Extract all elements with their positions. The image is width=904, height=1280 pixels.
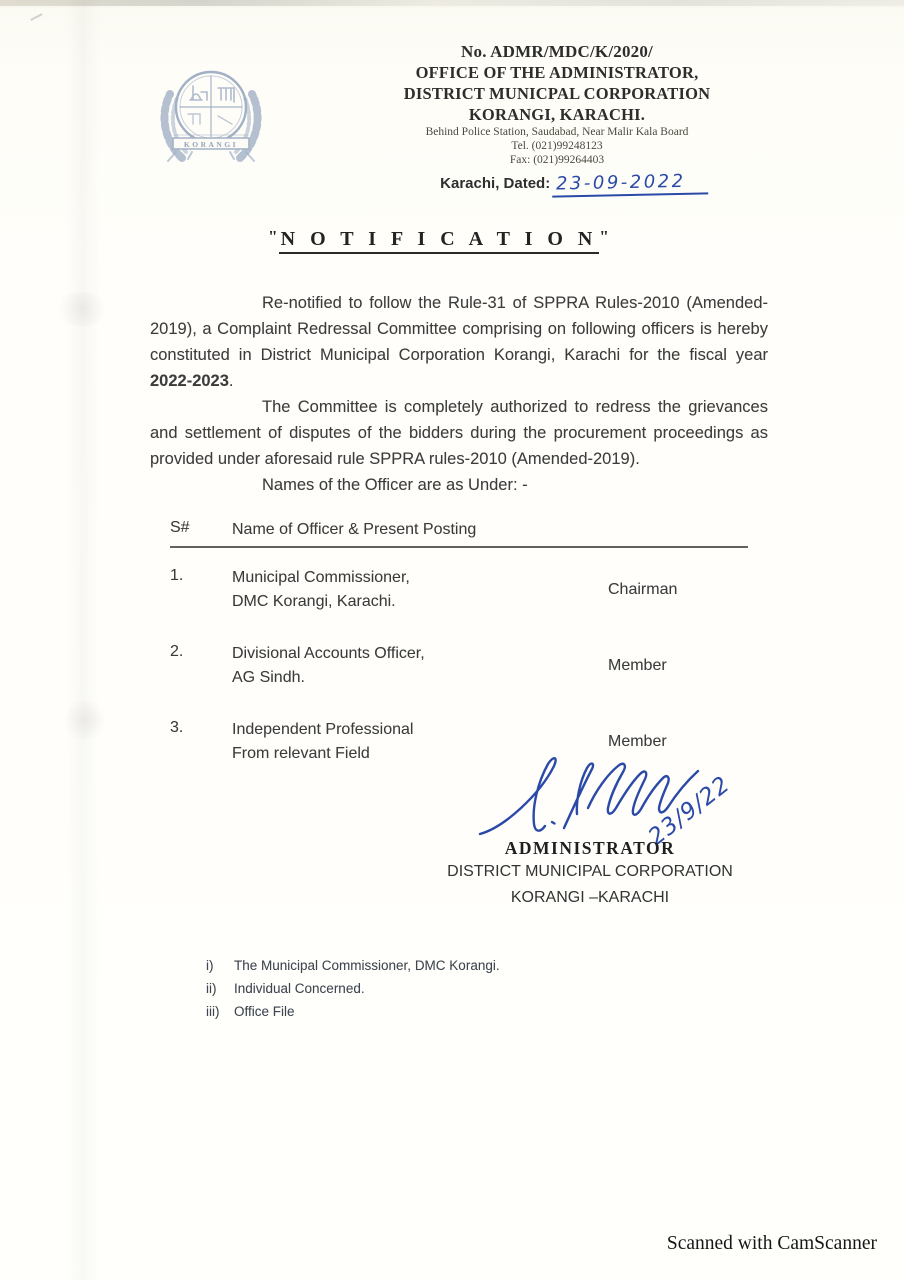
role-cell: Chairman bbox=[608, 581, 678, 598]
cc-item bbox=[206, 977, 500, 1000]
paragraph-text: Re-notified to follow the Rule-31 of SPPRA Rules-2010 (Amended-2019), a Complaint Redressal Committee comprising on following officers is hereby constituted in District Municipal Corporation Korangi, Karachi for the fiscal year bbox=[150, 294, 768, 364]
notification-paragraph-3: Names of the Officer are as Under: - bbox=[262, 476, 528, 494]
scan-smudge bbox=[60, 700, 110, 740]
role-cell: Member bbox=[608, 657, 667, 674]
table-row bbox=[170, 636, 748, 690]
letterhead bbox=[348, 42, 766, 196]
cc-item bbox=[206, 1000, 500, 1023]
officer-name-line: Independent Professional bbox=[232, 721, 414, 738]
cc-text: Individual Concerned. bbox=[234, 981, 365, 996]
name-cell bbox=[232, 566, 608, 614]
notification-body bbox=[150, 290, 768, 498]
paper-crease bbox=[66, 0, 100, 1280]
scan-edge-artifact bbox=[0, 0, 904, 6]
sno-header-cell: S# bbox=[170, 519, 190, 536]
officer-name-line: AG Sindh. bbox=[232, 669, 305, 686]
officers-table bbox=[170, 518, 748, 766]
officer-name-line: DMC Korangi, Karachi. bbox=[232, 593, 396, 610]
officer-name-line: Municipal Commissioner, bbox=[232, 569, 410, 586]
dated-label: Karachi, Dated: bbox=[440, 175, 551, 192]
cc-numeral: ii) bbox=[206, 981, 217, 996]
office-name-line: OFFICE OF THE ADMINISTRATOR, bbox=[415, 63, 699, 82]
dated-line bbox=[382, 172, 766, 196]
signatory-org-line: DISTRICT MUNICIPAL CORPORATION bbox=[447, 863, 733, 880]
cc-item bbox=[206, 954, 500, 977]
sno-cell: 1. bbox=[170, 567, 184, 584]
notification-title-text: N O T I F I C A T I O N bbox=[279, 228, 600, 254]
scanner-credit: Scanned with CamScanner bbox=[666, 1233, 877, 1254]
close-quote: " bbox=[599, 227, 610, 246]
korangi-emblem-icon bbox=[146, 52, 276, 182]
table-header-row bbox=[170, 518, 748, 548]
officer-name-line: Divisional Accounts Officer, bbox=[232, 645, 425, 662]
open-quote: " bbox=[268, 227, 279, 246]
notification-paragraph-1 bbox=[150, 290, 768, 394]
cc-text: The Municipal Commissioner, DMC Korangi. bbox=[234, 958, 500, 973]
signature-block bbox=[420, 742, 760, 911]
cc-list bbox=[206, 954, 500, 1023]
telephone-line: Tel. (021)99248123 bbox=[511, 140, 603, 152]
emblem-banner-text: KORANGI bbox=[183, 140, 239, 149]
fiscal-year-bold: 2022-2023 bbox=[150, 372, 229, 390]
sno-cell: 2. bbox=[170, 643, 184, 660]
reference-number: No. ADMR/MDC/K/2020/ bbox=[461, 42, 653, 61]
scan-speck bbox=[30, 13, 42, 21]
scan-smudge bbox=[52, 292, 112, 326]
signature-date: 23/9/22 bbox=[643, 771, 736, 851]
handwritten-date-underline bbox=[552, 170, 708, 197]
paragraph-text: . bbox=[228, 372, 234, 390]
cc-numeral: iii) bbox=[206, 1004, 220, 1019]
signatory-title: ADMINISTRATOR bbox=[504, 838, 676, 858]
office-name-line: DISTRICT MUNICPAL CORPORATION bbox=[403, 84, 711, 103]
cc-text: Office File bbox=[234, 1004, 295, 1019]
sno-cell: 3. bbox=[170, 719, 184, 736]
table-row bbox=[170, 560, 748, 614]
notification-paragraph-2: The Committee is completely authorized to redress the grievances and settlement of disputes of the bidders during the procurement proceedings as provided under aforesaid rule SPPRA rules-2010 (Amended-2019). bbox=[150, 398, 768, 468]
officer-name-line: From relevant Field bbox=[232, 745, 370, 762]
signatory-org-line: KORANGI –KARACHI bbox=[510, 889, 670, 906]
name-cell bbox=[232, 642, 608, 690]
cc-numeral: i) bbox=[206, 958, 214, 973]
office-name-line: KORANGI, KARACHI. bbox=[468, 105, 646, 124]
name-header-cell: Name of Officer & Present Posting bbox=[232, 521, 477, 538]
notification-title bbox=[150, 227, 728, 254]
office-address: Behind Police Station, Saudabad, Near Malir Kala Board bbox=[425, 126, 689, 138]
handwritten-date: 23-09-2022 bbox=[555, 170, 687, 195]
role-cell: Member bbox=[608, 733, 667, 750]
fax-line: Fax: (021)99264403 bbox=[509, 154, 605, 166]
